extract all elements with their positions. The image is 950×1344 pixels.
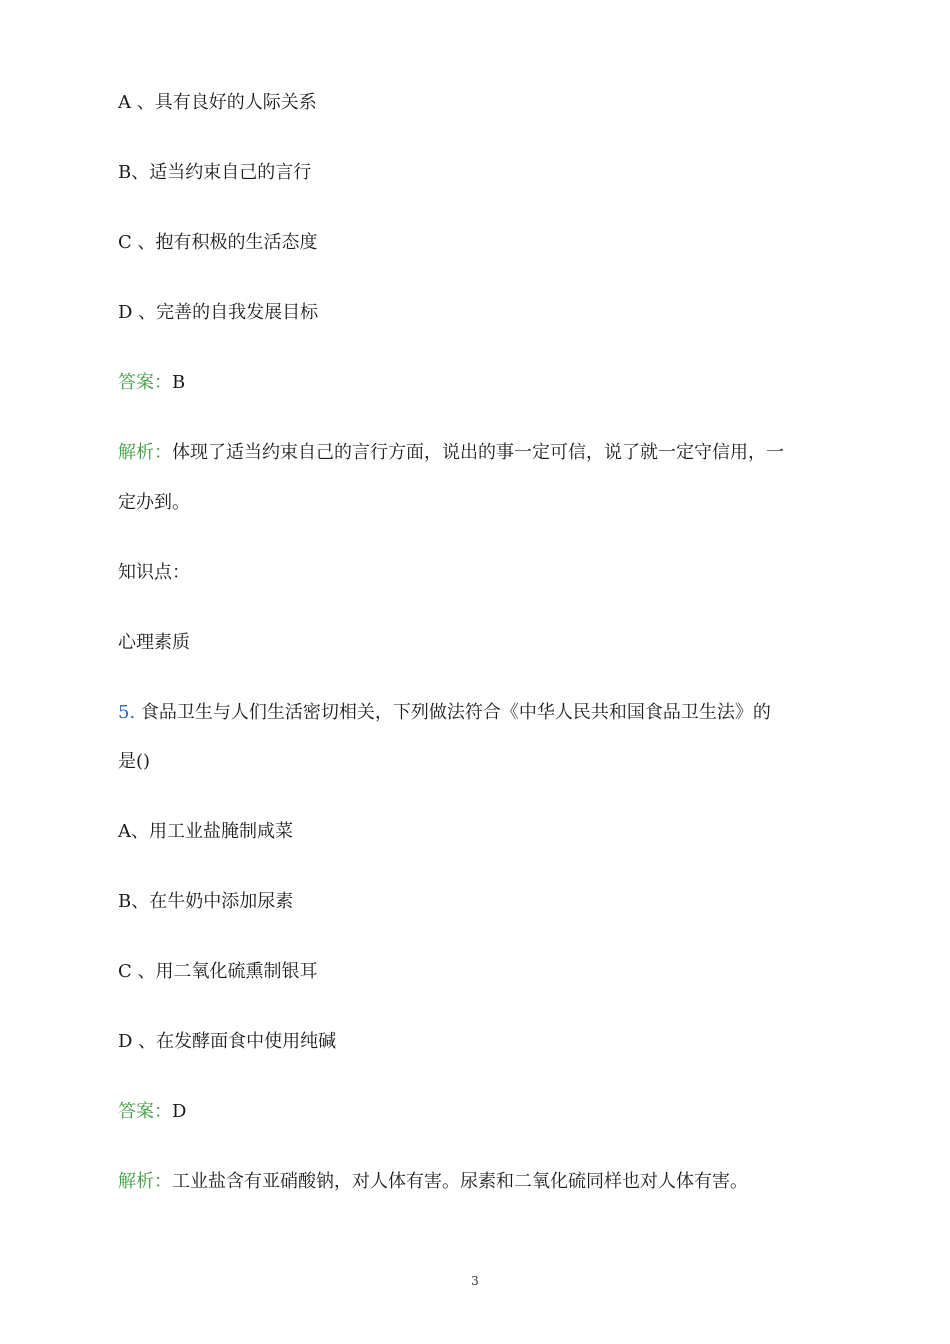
q5-analysis-line1: 解析：工业盐含有亚硝酸钠，对人体有害。尿素和二氧化硫同样也对人体有害。 [118,1171,748,1192]
q4-knowledge-label: 知识点： [118,562,190,583]
q4-option-b: B、适当约束自己的言行 [118,162,312,183]
analysis-label: 解析： [118,1171,172,1192]
q4-knowledge-value: 心理素质 [118,632,190,653]
analysis-label: 解析： [118,442,172,463]
q4-option-a: A 、具有良好的人际关系 [118,92,317,113]
q5-question-line1: 5. 食品卫生与人们生活密切相关，下列做法符合《中华人民共和国食品卫生法》的 [118,702,771,723]
question-number: 5. [118,702,136,723]
q5-question-line2: 是() [118,751,151,772]
q4-analysis-line2: 定办到。 [118,492,190,513]
q5-option-c: C 、用二氧化硫熏制银耳 [118,961,318,982]
answer-label: 答案： [118,1101,172,1122]
answer-value: D [172,1101,187,1122]
q5-option-b: B、在牛奶中添加尿素 [118,891,294,912]
q5-option-a: A、用工业盐腌制咸菜 [118,821,293,842]
q5-answer [118,1100,186,1124]
q4-answer [118,371,185,395]
q5-option-d: D 、在发酵面食中使用纯碱 [118,1031,337,1052]
answer-value: B [172,372,186,393]
q4-option-d: D 、完善的自我发展目标 [118,302,319,323]
q4-option-c: C 、抱有积极的生活态度 [118,232,318,253]
page-number: 3 [471,1274,479,1288]
q4-analysis-line1: 解析：体现了适当约束自己的言行方面，说出的事一定可信，说了就一定守信用，一 [118,442,784,463]
answer-label: 答案： [118,372,172,393]
